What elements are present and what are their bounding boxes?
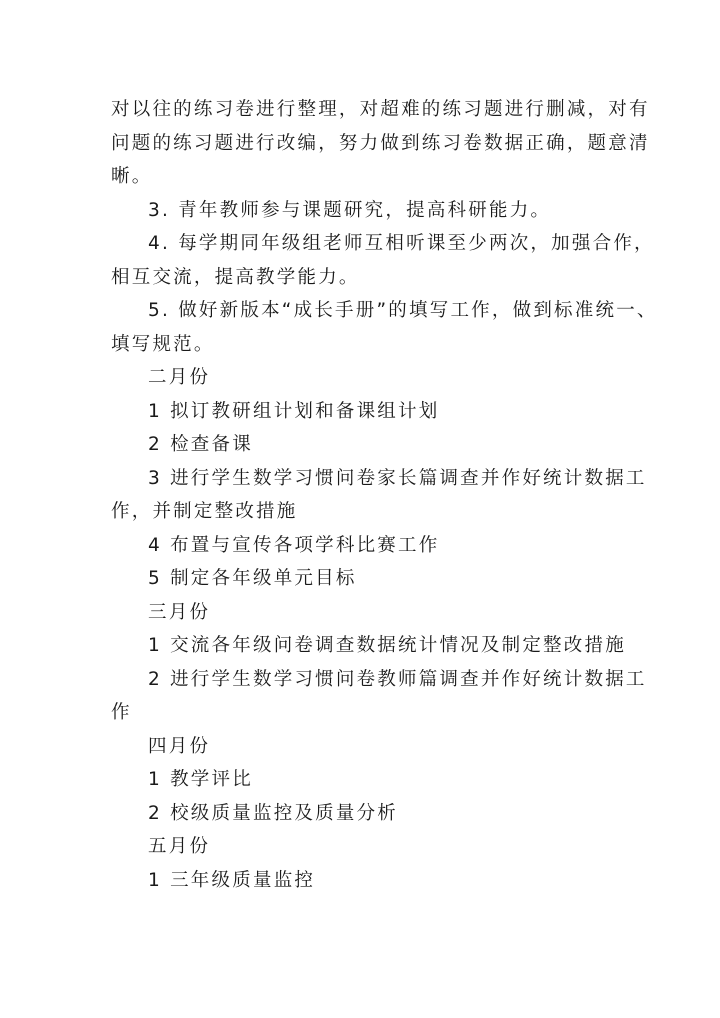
paragraph-line: 问题的练习题进行改编，努力做到练习卷数据正确，题意清 (111, 133, 650, 154)
section-heading: 四月份 (148, 736, 211, 757)
section-heading: 二月份 (148, 367, 211, 388)
paragraph-line: 作 (111, 702, 132, 723)
list-item: 5. 做好新版本“成长手册”的填写工作，做到标准统一、 (148, 300, 658, 321)
paragraph-line: 相互交流，提高教学能力。 (111, 267, 360, 288)
list-item: 1 拟订教研组计划和备课组计划 (148, 401, 440, 422)
list-item: 3 进行学生数学习惯问卷家长篇调查并作好统计数据工 (148, 468, 647, 489)
list-item: 2 进行学生数学习惯问卷教师篇调查并作好统计数据工 (148, 669, 647, 690)
list-item: 2 校级质量监控及质量分析 (148, 803, 399, 824)
list-item: 1 三年级质量监控 (148, 870, 316, 891)
paragraph-line: 对以往的练习卷进行整理，对超难的练习题进行删减，对有 (111, 99, 650, 120)
paragraph-line: 填写规范。 (111, 334, 215, 355)
list-item: 2 检查备课 (148, 434, 253, 455)
list-item: 3. 青年教师参与课题研究，提高科研能力。 (148, 200, 552, 221)
list-item: 4. 每学期同年级组老师互相听课至少两次，加强合作， (148, 233, 655, 254)
list-item: 1 教学评比 (148, 769, 253, 790)
list-item: 4 布置与宣传各项学科比赛工作 (148, 535, 440, 556)
section-heading: 三月份 (148, 602, 211, 623)
paragraph-line: 作，并制定整改措施 (111, 501, 298, 522)
section-heading: 五月份 (148, 836, 211, 857)
paragraph-line: 晰。 (111, 166, 153, 187)
list-item: 1 交流各年级问卷调查数据统计情况及制定整改措施 (148, 635, 626, 656)
list-item: 5 制定各年级单元目标 (148, 568, 357, 589)
